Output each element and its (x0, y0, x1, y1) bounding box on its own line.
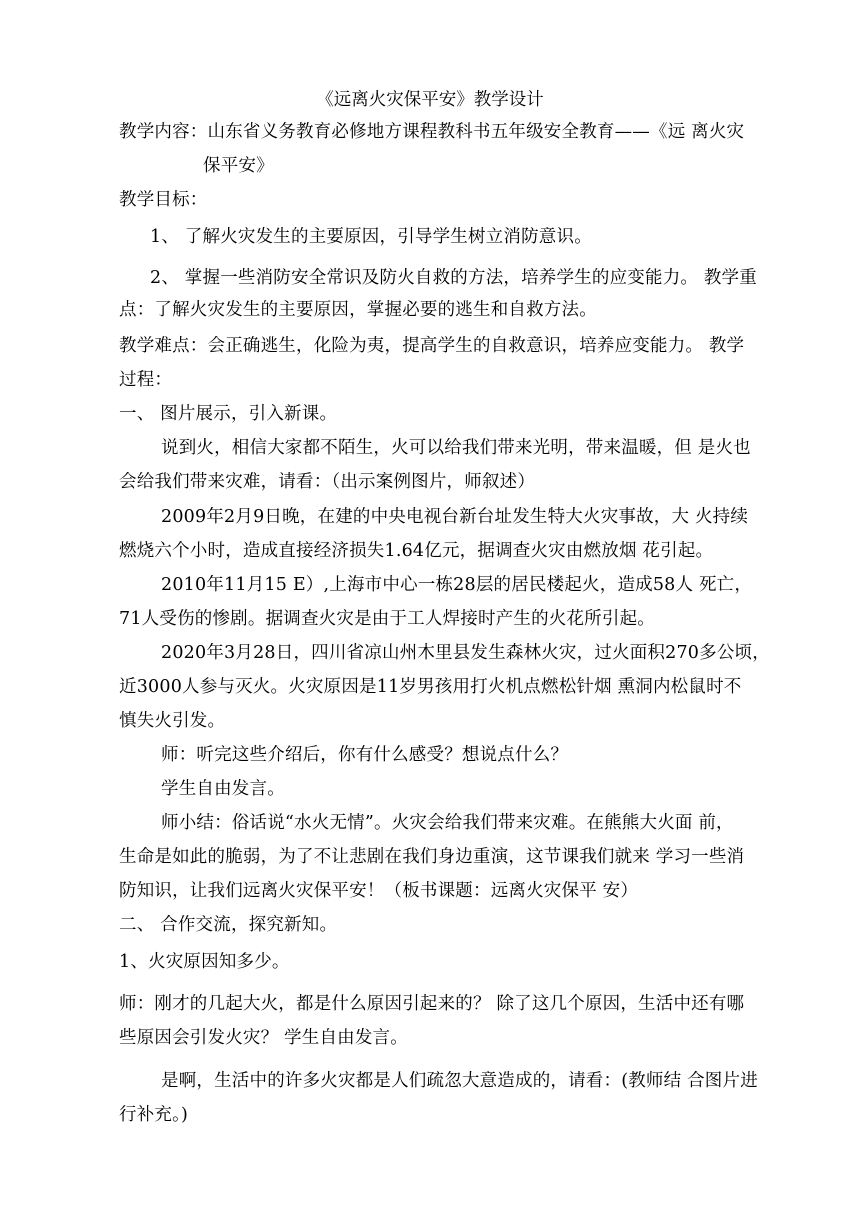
causes-question-line-2: 些原因会引发火灾？ 学生自由发言。 (119, 1028, 408, 1048)
case-2020-line-1: 2020年3月28日，四川省凉山州木里县发生森林火灾，过火面积270多公顷， (161, 643, 770, 663)
student-response: 学生自由发言。 (161, 779, 285, 799)
section-2-heading: 二、 合作交流，探究新知。 (119, 915, 338, 935)
causes-question-line-1: 师：刚才的几起大火，都是什么原因引起来的？ 除了这几个原因，生活中还有哪 (119, 994, 745, 1014)
closing-para-line-1: 是啊，生活中的许多火灾都是人们疏忽大意造成的，请看：(教师结 合图片进 (161, 1071, 758, 1091)
key-points: 点：了解火灾发生的主要原因，掌握必要的逃生和自救方法。 (119, 300, 597, 320)
content-line-2: 保平安》 (203, 156, 274, 176)
summary-line-2: 生命是如此的脆弱，为了不让悲剧在我们身边重演，这节课我们就来 学习一些消 (119, 847, 745, 867)
teacher-question: 师：听完这些介绍后，你有什么感受？想说点什么？ (161, 745, 569, 765)
objective-1: 1、 了解火灾发生的主要原因，引导学生树立消防意识。 (150, 227, 592, 247)
document-title: 《远离火灾保平安》教学设计 (316, 90, 544, 110)
difficult-points: 教学难点：会正确逃生，化险为夷，提高学生的自救意识，培养应变能力。 教学 (119, 336, 745, 356)
content-line-1: 教学内容：山东省义务教育必修地方课程教科书五年级安全教育——《远 离火灾 (119, 122, 745, 142)
closing-para-line-2: 行补充。) (119, 1105, 189, 1125)
case-2010-line-2: 71人受伤的惨剧。据调查火灾是由于工人焊接时产生的火花所引起。 (119, 609, 655, 629)
summary-line-3: 防知识，让我们远离火灾保平安！（板书课题：远离火灾保平 安） (119, 881, 639, 901)
section-1-heading: 一、 图片展示，引入新课。 (119, 404, 338, 424)
case-2009-line-2: 燃烧六个小时，造成直接经济损失1.64亿元，据调查火灾由燃放烟 花引起。 (119, 541, 714, 561)
case-2010-line-1: 2010年11月15 E）,上海市中心一栋28层的居民楼起火，造成58人 死亡， (161, 575, 753, 595)
process-heading-cont: 过程： (119, 370, 173, 390)
case-2009-line-1: 2009年2月9日晚，在建的中央电视台新台址发生特大火灾事故，大 火持续 (161, 507, 749, 527)
objectives-heading: 教学目标： (119, 190, 208, 210)
objective-2: 2、 掌握一些消防安全常识及防火自救的方法，培养学生的应变能力。 教学重 (150, 268, 757, 288)
case-2020-line-2: 近3000人参与灭火。火灾原因是11岁男孩用打火机点燃松针烟 熏洞内松鼠时不 (119, 677, 742, 697)
case-2020-line-3: 慎失火引发。 (119, 711, 226, 731)
intro-para-line-1: 说到火，相信大家都不陌生，火可以给我们带来光明，带来温暖，但 是火也 (161, 438, 751, 458)
subsection-1-heading: 1、火灾原因知多少。 (119, 952, 290, 972)
summary-line-1: 师小结：俗话说“水火无情”。火灾会给我们带来灾难。在熊熊大火面 前， (161, 813, 734, 833)
intro-para-line-2: 会给我们带来灾难，请看：（出示案例图片，师叙述） (119, 472, 536, 492)
